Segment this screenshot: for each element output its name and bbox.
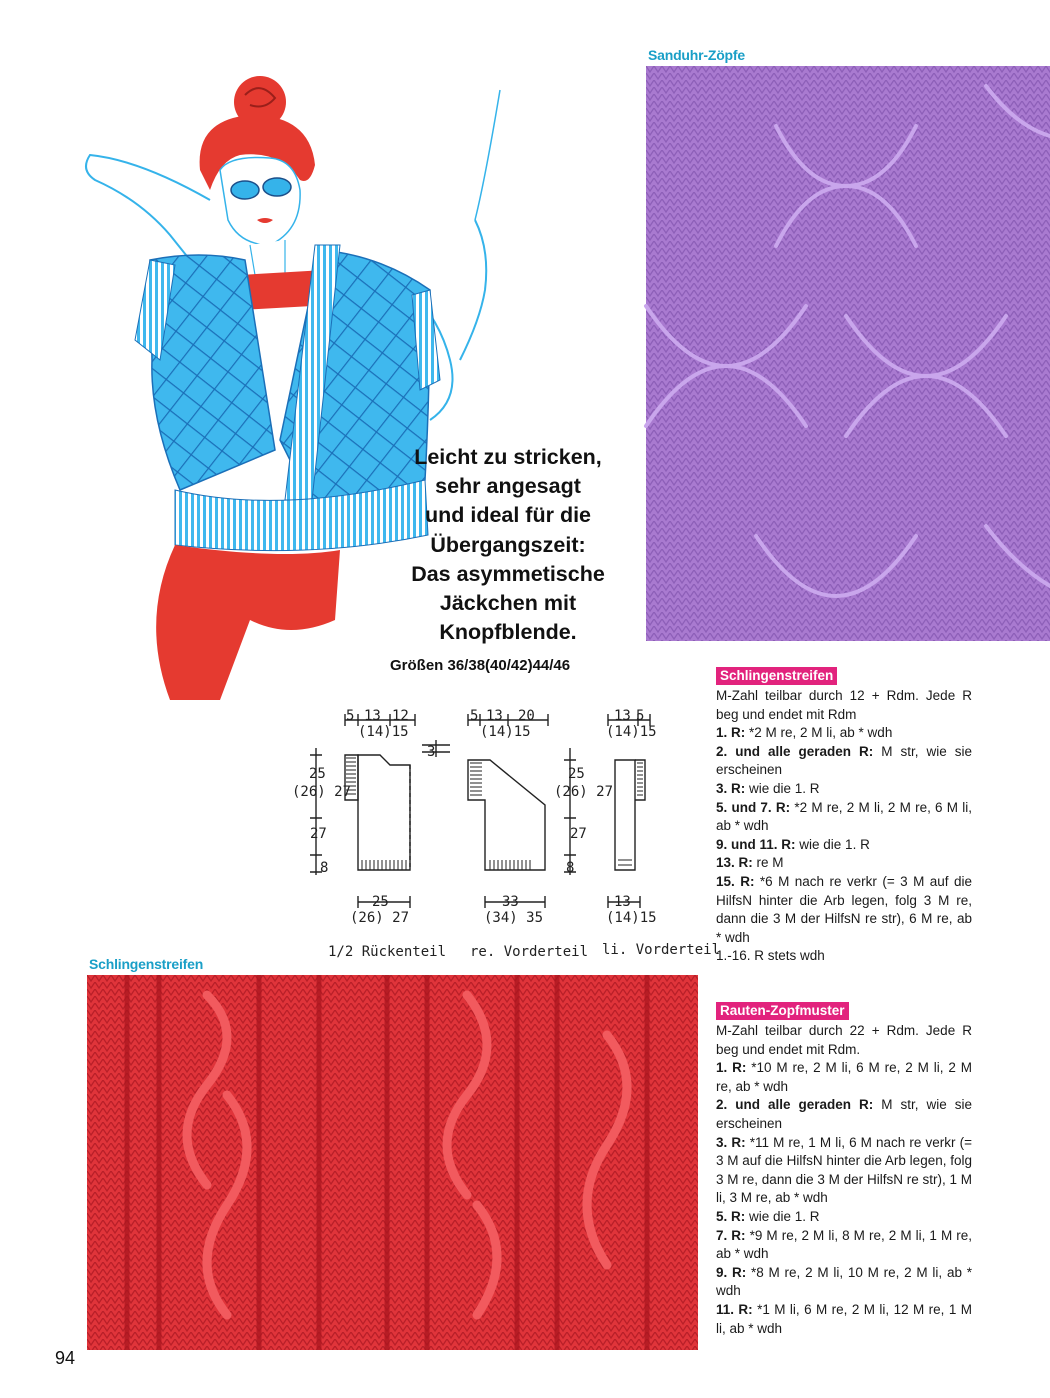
instruction-line: 11. R: *1 M li, 6 M re, 2 M li, 12 M re, 1 M li, ab * wdh <box>716 1301 972 1336</box>
instruction-line: 5. R: wie die 1. R <box>716 1208 820 1224</box>
instruction-line: 2. und alle geraden R: M str, wie sie erscheinen <box>716 1097 973 1131</box>
dim-back-top-3: 12 <box>392 708 409 724</box>
instruction-line: 1.-16. R stets wdh <box>716 948 825 964</box>
headline-line: Jäckchen mit <box>439 591 577 616</box>
page-number: 94 <box>55 1348 76 1368</box>
pattern-schematic <box>290 700 721 970</box>
dim-back-upper-sub: (26) 27 <box>292 784 352 800</box>
section-schlingenstreifen <box>716 667 972 966</box>
section-rauten-zopfmuster <box>716 1002 972 1338</box>
dim-rf-mid: 27 <box>570 826 587 842</box>
dim-back-bottom-sub: (26) 27 <box>350 910 410 926</box>
swatch-title-sanduhr: Sanduhr-Zöpfe <box>648 47 745 63</box>
dim-back-top-2: 13 <box>364 708 381 724</box>
dim-lf-top-2: 5 <box>636 708 645 724</box>
swatch-schlingenstreifen <box>87 975 698 1350</box>
instruction-line: 3. R: wie die 1. R <box>716 780 820 796</box>
dim-rf-top-sub: (14)15 <box>480 724 531 740</box>
dim-back-upper: 25 <box>309 766 326 782</box>
instruction-line: 1. R: *2 M re, 2 M li, ab * wdh <box>716 725 893 741</box>
dim-lf-bottom-sub: (14)15 <box>606 910 657 926</box>
instruction-line: 15. R: *6 M nach re verkr (= 3 M auf die HilfsN hinter die Arb legen, folg 3 M re, dann die 3 M der HilfsN re str), 6 M re, ab * wdh <box>716 873 972 945</box>
instruction-line: M-Zahl teilbar durch 22 + Rdm. Jede R beg und endet mit Rdm. <box>716 1023 972 1057</box>
instruction-line: 3. R: *11 M re, 1 M li, 6 M nach re verkr (= 3 M auf die HilfsN hinter die Arb legen, folg 3 M re, dann die 3 M der HilfsN re str), 1 M li, 3 M re, ab * wdh <box>716 1134 972 1206</box>
dim-rf-bottom-sub: (34) 35 <box>484 910 544 926</box>
dim-back-top-sub: (14)15 <box>358 724 409 740</box>
headline <box>380 443 636 647</box>
headline-line: Das asymmetische <box>411 561 605 586</box>
dim-lf-top-1: 13 <box>614 708 631 724</box>
label-back: 1/2 Rückenteil <box>328 944 447 960</box>
swatch-sanduhr-zoepfe <box>646 66 1050 641</box>
headline-line: Leicht zu stricken, <box>414 445 602 469</box>
headline-line: Übergangszeit: <box>430 532 586 557</box>
label-left-front: li. Vorderteil <box>602 942 721 958</box>
label-right-front: re. Vorderteil <box>470 944 589 960</box>
instructions-block <box>716 687 972 966</box>
headline-line: sehr angesagt <box>435 474 581 499</box>
dim-rf-top-1: 5 <box>470 708 479 724</box>
instruction-line: 7. R: *9 M re, 2 M li, 8 M re, 2 M li, 1 M re, ab * wdh <box>716 1227 973 1262</box>
instruction-line: M-Zahl teilbar durch 12 + Rdm. Jede R beg und endet mit Rdm <box>716 688 972 722</box>
sizes-text: Größen 36/38(40/42)44/46 <box>390 657 571 674</box>
instruction-line: 2. und alle geraden R: M str, wie sie erscheinen <box>716 743 973 778</box>
dim-rf-top-3: 20 <box>518 708 535 724</box>
section-tag: Schlingenstreifen <box>716 667 837 685</box>
dim-rf-upper-sub: (26) 27 <box>554 784 614 800</box>
headline-line: und ideal für die <box>424 503 592 528</box>
dim-lf-bottom: 13 <box>614 894 631 910</box>
dim-rf-bottom: 33 <box>502 894 519 910</box>
instruction-line: 5. und 7. R: *2 M re, 2 M li, 2 M re, 6 M li, ab * wdh <box>716 799 972 834</box>
instruction-line: 9. R: *8 M re, 2 M li, 10 M re, 2 M li, ab * wdh <box>716 1264 972 1299</box>
instructions-block <box>716 1022 972 1338</box>
dim-back-lower: 8 <box>320 860 329 876</box>
dim-rf-top-2: 13 <box>486 708 503 724</box>
dim-back-mid: 27 <box>310 826 327 842</box>
headline-line: Knopfblende. <box>439 620 577 645</box>
section-tag: Rauten-Zopfmuster <box>716 1002 849 1020</box>
dim-lf-top-sub: (14)15 <box>606 724 657 740</box>
dim-rf-upper: 25 <box>568 766 585 782</box>
swatch-title-schlingen: Schlingenstreifen <box>89 956 204 972</box>
instruction-line: 9. und 11. R: wie die 1. R <box>716 836 870 852</box>
dim-back-top-1: 5 <box>346 708 355 724</box>
instruction-line: 13. R: re M <box>716 855 784 871</box>
instruction-line: 1. R: *10 M re, 2 M li, 6 M re, 2 M li, 2 M re, ab * wdh <box>716 1060 972 1094</box>
dim-rf-lower: 8 <box>566 860 575 876</box>
dim-back-bottom: 25 <box>372 894 389 910</box>
dim-back-side-mark: 3 <box>427 744 436 760</box>
